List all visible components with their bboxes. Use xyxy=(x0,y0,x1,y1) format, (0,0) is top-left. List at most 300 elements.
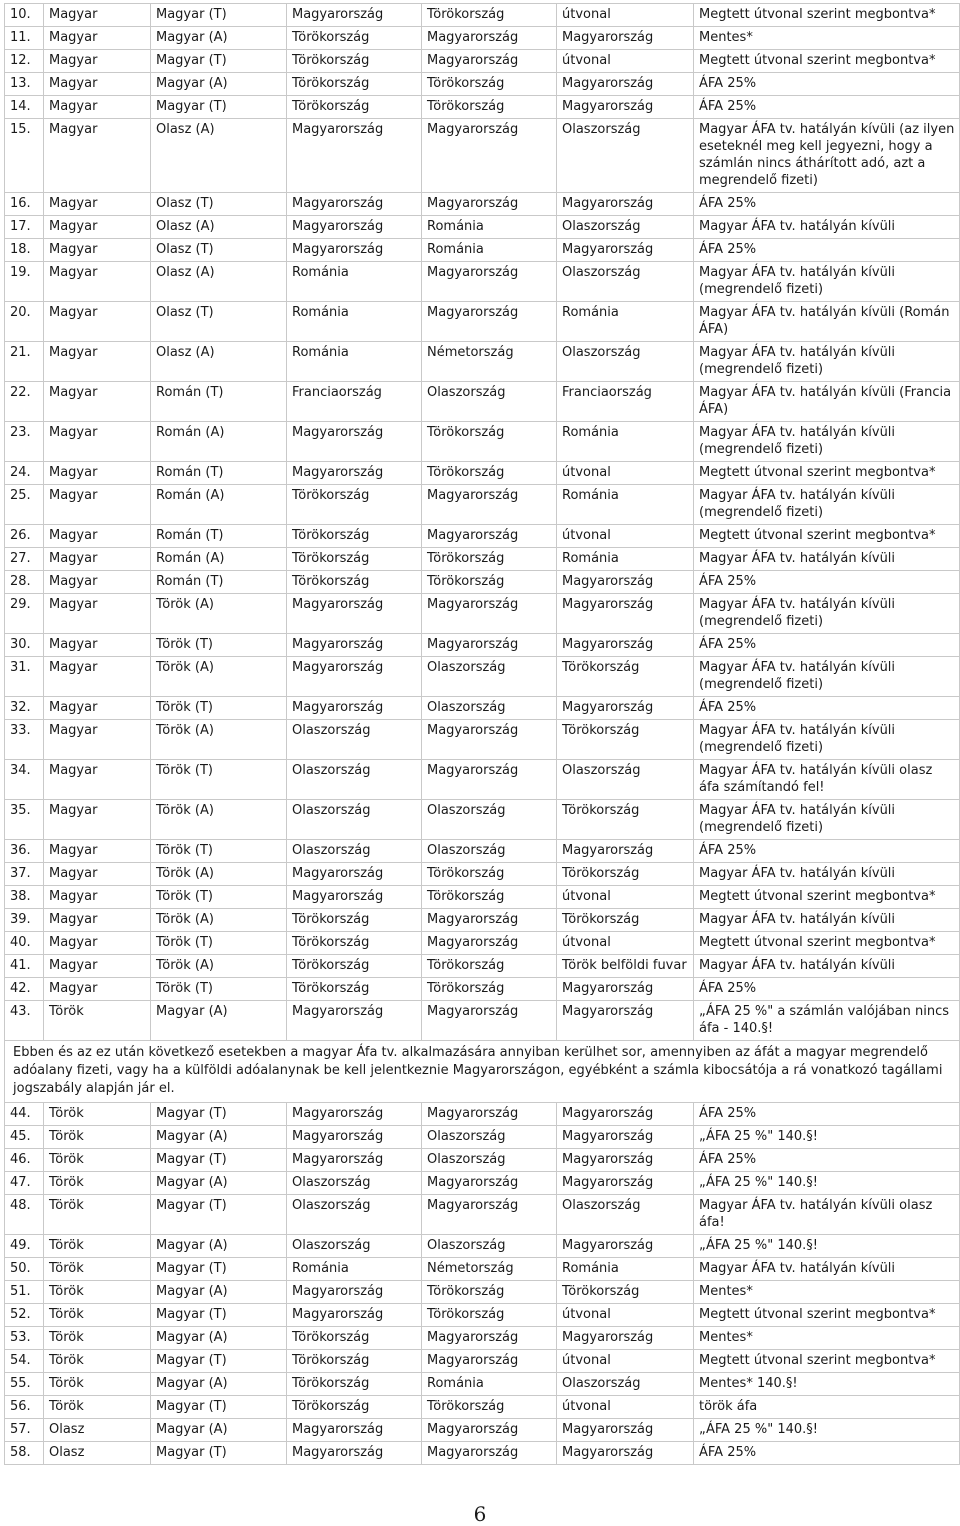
case-number: 22. xyxy=(5,382,44,422)
row-col-4: Olaszország xyxy=(287,1172,422,1195)
row-col-4: Olaszország xyxy=(287,760,422,800)
vat-treatment: Magyar ÁFA tv. hatályán kívüli xyxy=(694,955,960,978)
case-number: 17. xyxy=(5,216,44,239)
table-row xyxy=(5,720,960,760)
row-col-2: Török xyxy=(44,1373,151,1396)
table-row xyxy=(5,697,960,720)
table-row xyxy=(5,571,960,594)
row-col-6: Magyarország xyxy=(557,1235,694,1258)
row-col-4: Magyarország xyxy=(287,422,422,462)
case-number: 15. xyxy=(5,119,44,193)
vat-treatment: „ÁFA 25 %" 140.§! xyxy=(694,1235,960,1258)
row-col-4: Törökország xyxy=(287,73,422,96)
row-col-5: Magyarország xyxy=(422,193,557,216)
row-col-2: Magyar xyxy=(44,697,151,720)
table-row xyxy=(5,342,960,382)
row-col-6: útvonal xyxy=(557,1350,694,1373)
row-col-6: útvonal xyxy=(557,50,694,73)
row-col-4: Magyarország xyxy=(287,657,422,697)
row-col-5: Magyarország xyxy=(422,1350,557,1373)
case-number: 13. xyxy=(5,73,44,96)
table-body xyxy=(5,4,960,1465)
row-col-2: Magyar xyxy=(44,863,151,886)
row-col-6: Magyarország xyxy=(557,239,694,262)
table-row xyxy=(5,978,960,1001)
row-col-3: Olasz (A) xyxy=(151,342,287,382)
row-col-3: Török (A) xyxy=(151,863,287,886)
row-col-6: Olaszország xyxy=(557,342,694,382)
row-col-2: Magyar xyxy=(44,342,151,382)
row-col-2: Magyar xyxy=(44,96,151,119)
row-col-5: Magyarország xyxy=(422,594,557,634)
vat-treatment: Magyar ÁFA tv. hatályán kívüli xyxy=(694,909,960,932)
row-col-6: Törökország xyxy=(557,720,694,760)
row-col-5: Törökország xyxy=(422,978,557,1001)
table-row xyxy=(5,193,960,216)
case-number: 44. xyxy=(5,1103,44,1126)
row-col-3: Török (A) xyxy=(151,955,287,978)
row-col-2: Magyar xyxy=(44,594,151,634)
row-col-2: Magyar xyxy=(44,239,151,262)
row-col-4: Magyarország xyxy=(287,594,422,634)
row-col-5: Magyarország xyxy=(422,1103,557,1126)
row-col-2: Magyar xyxy=(44,886,151,909)
row-col-3: Magyar (T) xyxy=(151,1103,287,1126)
vat-treatment: Megtett útvonal szerint megbontva* xyxy=(694,886,960,909)
row-col-5: Magyarország xyxy=(422,525,557,548)
vat-treatment: Magyar ÁFA tv. hatályán kívüli (megrendelő fizeti) xyxy=(694,342,960,382)
row-col-3: Magyar (A) xyxy=(151,1373,287,1396)
row-col-5: Magyarország xyxy=(422,1195,557,1235)
case-number: 42. xyxy=(5,978,44,1001)
row-col-3: Román (A) xyxy=(151,548,287,571)
case-number: 10. xyxy=(5,4,44,27)
row-col-4: Olaszország xyxy=(287,840,422,863)
vat-treatment: Megtett útvonal szerint megbontva* xyxy=(694,1304,960,1327)
row-col-2: Magyar xyxy=(44,955,151,978)
row-col-3: Török (A) xyxy=(151,594,287,634)
row-col-5: Magyarország xyxy=(422,262,557,302)
row-col-3: Román (T) xyxy=(151,525,287,548)
row-col-4: Törökország xyxy=(287,485,422,525)
row-col-5: Románia xyxy=(422,216,557,239)
row-col-6: útvonal xyxy=(557,1304,694,1327)
row-col-3: Olasz (A) xyxy=(151,119,287,193)
row-col-5: Olaszország xyxy=(422,657,557,697)
row-col-2: Magyar xyxy=(44,216,151,239)
row-col-2: Magyar xyxy=(44,485,151,525)
row-col-3: Magyar (T) xyxy=(151,1195,287,1235)
case-number: 39. xyxy=(5,909,44,932)
row-col-3: Magyar (T) xyxy=(151,1149,287,1172)
row-col-3: Magyar (A) xyxy=(151,1126,287,1149)
vat-treatment: „ÁFA 25 %" a számlán valójában nincs áfa - 140.§! xyxy=(694,1001,960,1041)
vat-treatment: ÁFA 25% xyxy=(694,697,960,720)
row-col-6: Magyarország xyxy=(557,978,694,1001)
vat-treatment: Mentes* xyxy=(694,1281,960,1304)
row-col-3: Magyar (T) xyxy=(151,4,287,27)
row-col-4: Románia xyxy=(287,262,422,302)
row-col-3: Magyar (T) xyxy=(151,1442,287,1465)
note-text: Ebben és az ez után következő esetekben a magyar Áfa tv. alkalmazására annyiban kerülhet sor, amennyiben az áfát a magyar megrendelő adóalany fizeti, vagy ha a külföldi adóalanynak be kell jelentkeznie Magyarországon, egyébként a számla kibocsátója a rá vonatkozó tagállami jogszabály alapján jár el. xyxy=(5,1041,960,1103)
table-row xyxy=(5,73,960,96)
row-col-2: Magyar xyxy=(44,525,151,548)
row-col-5: Magyarország xyxy=(422,302,557,342)
table-row xyxy=(5,657,960,697)
vat-treatment: Megtett útvonal szerint megbontva* xyxy=(694,932,960,955)
row-col-4: Magyarország xyxy=(287,886,422,909)
row-col-5: Törökország xyxy=(422,548,557,571)
table-row xyxy=(5,1103,960,1126)
row-col-5: Törökország xyxy=(422,1281,557,1304)
row-col-6: Magyarország xyxy=(557,96,694,119)
row-col-3: Magyar (T) xyxy=(151,1350,287,1373)
row-col-4: Törökország xyxy=(287,955,422,978)
vat-treatment: ÁFA 25% xyxy=(694,634,960,657)
row-col-4: Románia xyxy=(287,1258,422,1281)
row-col-2: Török xyxy=(44,1350,151,1373)
row-col-5: Magyarország xyxy=(422,1001,557,1041)
case-number: 49. xyxy=(5,1235,44,1258)
table-row xyxy=(5,216,960,239)
row-col-4: Törökország xyxy=(287,50,422,73)
row-col-4: Törökország xyxy=(287,571,422,594)
vat-treatment: Magyar ÁFA tv. hatályán kívüli (megrendelő fizeti) xyxy=(694,422,960,462)
row-col-5: Törökország xyxy=(422,863,557,886)
table-row xyxy=(5,1281,960,1304)
row-col-4: Olaszország xyxy=(287,800,422,840)
table-row xyxy=(5,1126,960,1149)
table-row xyxy=(5,1195,960,1235)
row-col-6: Magyarország xyxy=(557,1419,694,1442)
case-number: 19. xyxy=(5,262,44,302)
row-col-6: Magyarország xyxy=(557,594,694,634)
row-col-2: Olasz xyxy=(44,1442,151,1465)
row-col-6: Magyarország xyxy=(557,1172,694,1195)
row-col-6: Magyarország xyxy=(557,571,694,594)
row-col-5: Törökország xyxy=(422,571,557,594)
vat-treatment: ÁFA 25% xyxy=(694,1442,960,1465)
row-col-3: Román (A) xyxy=(151,485,287,525)
row-col-2: Magyar xyxy=(44,720,151,760)
case-number: 16. xyxy=(5,193,44,216)
table-row xyxy=(5,955,960,978)
table-row xyxy=(5,548,960,571)
case-number: 30. xyxy=(5,634,44,657)
row-col-2: Magyar xyxy=(44,932,151,955)
page-number: 6 xyxy=(473,1502,487,1526)
row-col-2: Magyar xyxy=(44,800,151,840)
row-col-2: Magyar xyxy=(44,302,151,342)
row-col-3: Magyar (A) xyxy=(151,27,287,50)
row-col-5: Magyarország xyxy=(422,485,557,525)
row-col-6: Magyarország xyxy=(557,1001,694,1041)
row-col-3: Magyar (T) xyxy=(151,50,287,73)
row-col-6: Olaszország xyxy=(557,1373,694,1396)
row-col-2: Török xyxy=(44,1172,151,1195)
table-row xyxy=(5,909,960,932)
table-row xyxy=(5,4,960,27)
case-number: 34. xyxy=(5,760,44,800)
table-row xyxy=(5,800,960,840)
vat-treatment: ÁFA 25% xyxy=(694,73,960,96)
row-col-3: Török (T) xyxy=(151,978,287,1001)
row-col-5: Törökország xyxy=(422,462,557,485)
case-number: 18. xyxy=(5,239,44,262)
vat-treatment: Megtett útvonal szerint megbontva* xyxy=(694,50,960,73)
row-col-3: Olasz (T) xyxy=(151,193,287,216)
row-col-6: Magyarország xyxy=(557,1149,694,1172)
row-col-6: Török belföldi fuvar xyxy=(557,955,694,978)
vat-treatment: „ÁFA 25 %" 140.§! xyxy=(694,1419,960,1442)
row-col-5: Magyarország xyxy=(422,760,557,800)
row-col-4: Magyarország xyxy=(287,863,422,886)
row-col-3: Magyar (A) xyxy=(151,1001,287,1041)
row-col-4: Magyarország xyxy=(287,1149,422,1172)
vat-treatment: Magyar ÁFA tv. hatályán kívüli xyxy=(694,863,960,886)
case-number: 28. xyxy=(5,571,44,594)
row-col-5: Olaszország xyxy=(422,800,557,840)
table-row xyxy=(5,1396,960,1419)
row-col-2: Magyar xyxy=(44,657,151,697)
row-col-5: Magyarország xyxy=(422,1327,557,1350)
case-number: 35. xyxy=(5,800,44,840)
vat-treatment: török áfa xyxy=(694,1396,960,1419)
row-col-6: Románia xyxy=(557,548,694,571)
row-col-5: Törökország xyxy=(422,955,557,978)
row-col-2: Magyar xyxy=(44,909,151,932)
row-col-2: Magyar xyxy=(44,462,151,485)
row-col-6: Olaszország xyxy=(557,1195,694,1235)
row-col-5: Magyarország xyxy=(422,1172,557,1195)
row-col-4: Törökország xyxy=(287,909,422,932)
row-col-2: Török xyxy=(44,1258,151,1281)
row-col-6: Románia xyxy=(557,302,694,342)
row-col-4: Törökország xyxy=(287,1396,422,1419)
table-row xyxy=(5,1258,960,1281)
row-col-4: Törökország xyxy=(287,96,422,119)
row-col-5: Németország xyxy=(422,342,557,382)
vat-treatment: Magyar ÁFA tv. hatályán kívüli olasz áfa! xyxy=(694,1195,960,1235)
row-col-5: Magyarország xyxy=(422,720,557,760)
case-number: 37. xyxy=(5,863,44,886)
case-number: 46. xyxy=(5,1149,44,1172)
row-col-6: Magyarország xyxy=(557,634,694,657)
row-col-6: Törökország xyxy=(557,909,694,932)
row-col-6: útvonal xyxy=(557,886,694,909)
vat-treatment: Magyar ÁFA tv. hatályán kívüli (Francia ÁFA) xyxy=(694,382,960,422)
vat-treatment: ÁFA 25% xyxy=(694,96,960,119)
row-col-4: Románia xyxy=(287,342,422,382)
table-row xyxy=(5,422,960,462)
row-col-2: Magyar xyxy=(44,760,151,800)
row-col-2: Magyar xyxy=(44,548,151,571)
vat-treatment: Magyar ÁFA tv. hatályán kívüli (az ilyen eseteknél meg kell jegyezni, hogy a számlán nincs áthárított adó, azt a megrendelő fizeti) xyxy=(694,119,960,193)
vat-treatment: Magyar ÁFA tv. hatályán kívüli xyxy=(694,548,960,571)
row-col-5: Olaszország xyxy=(422,1126,557,1149)
row-col-5: Olaszország xyxy=(422,697,557,720)
row-col-6: Románia xyxy=(557,485,694,525)
row-col-2: Magyar xyxy=(44,262,151,302)
row-col-5: Magyarország xyxy=(422,50,557,73)
row-col-4: Magyarország xyxy=(287,1126,422,1149)
row-col-4: Olaszország xyxy=(287,720,422,760)
table-row xyxy=(5,840,960,863)
case-number: 51. xyxy=(5,1281,44,1304)
row-col-4: Magyarország xyxy=(287,462,422,485)
case-number: 24. xyxy=(5,462,44,485)
vat-treatment: „ÁFA 25 %" 140.§! xyxy=(694,1172,960,1195)
table-row xyxy=(5,1373,960,1396)
row-col-6: Franciaország xyxy=(557,382,694,422)
row-col-2: Török xyxy=(44,1126,151,1149)
row-col-4: Magyarország xyxy=(287,697,422,720)
row-col-2: Török xyxy=(44,1304,151,1327)
row-col-5: Románia xyxy=(422,239,557,262)
table-row xyxy=(5,1327,960,1350)
vat-treatment: ÁFA 25% xyxy=(694,1149,960,1172)
row-col-4: Törökország xyxy=(287,1373,422,1396)
table-row xyxy=(5,1172,960,1195)
vat-treatment: Mentes* xyxy=(694,27,960,50)
table-row xyxy=(5,485,960,525)
row-col-5: Magyarország xyxy=(422,1419,557,1442)
row-col-5: Magyarország xyxy=(422,932,557,955)
case-number: 57. xyxy=(5,1419,44,1442)
row-col-4: Magyarország xyxy=(287,634,422,657)
case-number: 43. xyxy=(5,1001,44,1041)
row-col-2: Magyar xyxy=(44,4,151,27)
case-number: 31. xyxy=(5,657,44,697)
case-number: 41. xyxy=(5,955,44,978)
vat-treatment: ÁFA 25% xyxy=(694,193,960,216)
row-col-3: Török (A) xyxy=(151,720,287,760)
row-col-6: Románia xyxy=(557,422,694,462)
vat-treatment: Megtett útvonal szerint megbontva* xyxy=(694,462,960,485)
vat-treatment: Magyar ÁFA tv. hatályán kívüli (megrendelő fizeti) xyxy=(694,594,960,634)
row-col-3: Magyar (A) xyxy=(151,1235,287,1258)
row-col-3: Román (A) xyxy=(151,422,287,462)
row-col-4: Románia xyxy=(287,302,422,342)
row-col-3: Török (T) xyxy=(151,760,287,800)
case-number: 38. xyxy=(5,886,44,909)
row-col-5: Magyarország xyxy=(422,119,557,193)
row-col-3: Olasz (A) xyxy=(151,216,287,239)
row-col-3: Magyar (A) xyxy=(151,1172,287,1195)
row-col-3: Török (T) xyxy=(151,932,287,955)
row-col-2: Magyar xyxy=(44,978,151,1001)
table-row xyxy=(5,1001,960,1041)
vat-treatment: Magyar ÁFA tv. hatályán kívüli (megrendelő fizeti) xyxy=(694,485,960,525)
row-col-2: Török xyxy=(44,1235,151,1258)
case-number: 23. xyxy=(5,422,44,462)
case-number: 54. xyxy=(5,1350,44,1373)
row-col-3: Török (A) xyxy=(151,657,287,697)
row-col-2: Török xyxy=(44,1001,151,1041)
case-number: 14. xyxy=(5,96,44,119)
table-row xyxy=(5,1419,960,1442)
row-col-6: Törökország xyxy=(557,863,694,886)
vat-treatment: „ÁFA 25 %" 140.§! xyxy=(694,1126,960,1149)
row-col-3: Olasz (A) xyxy=(151,262,287,302)
row-col-2: Török xyxy=(44,1103,151,1126)
row-col-6: útvonal xyxy=(557,462,694,485)
row-col-4: Olaszország xyxy=(287,1195,422,1235)
row-col-2: Magyar xyxy=(44,571,151,594)
row-col-6: Magyarország xyxy=(557,697,694,720)
row-col-6: Törökország xyxy=(557,800,694,840)
table-row xyxy=(5,594,960,634)
vat-treatment: Magyar ÁFA tv. hatályán kívüli (megrendelő fizeti) xyxy=(694,720,960,760)
row-col-5: Magyarország xyxy=(422,27,557,50)
row-col-4: Magyarország xyxy=(287,1281,422,1304)
case-number: 52. xyxy=(5,1304,44,1327)
row-col-4: Franciaország xyxy=(287,382,422,422)
table-row xyxy=(5,1149,960,1172)
row-col-2: Magyar xyxy=(44,119,151,193)
row-col-3: Magyar (A) xyxy=(151,1419,287,1442)
row-col-2: Török xyxy=(44,1195,151,1235)
row-col-4: Magyarország xyxy=(287,1304,422,1327)
case-number: 53. xyxy=(5,1327,44,1350)
table-row xyxy=(5,863,960,886)
row-col-4: Törökország xyxy=(287,1327,422,1350)
row-col-6: útvonal xyxy=(557,932,694,955)
row-col-4: Törökország xyxy=(287,27,422,50)
case-number: 40. xyxy=(5,932,44,955)
table-row xyxy=(5,50,960,73)
row-col-5: Olaszország xyxy=(422,1149,557,1172)
row-col-2: Magyar xyxy=(44,840,151,863)
table-row xyxy=(5,239,960,262)
row-col-4: Törökország xyxy=(287,548,422,571)
case-number: 32. xyxy=(5,697,44,720)
row-col-6: útvonal xyxy=(557,525,694,548)
row-col-2: Török xyxy=(44,1281,151,1304)
row-col-3: Olasz (T) xyxy=(151,239,287,262)
vat-treatment: Magyar ÁFA tv. hatályán kívüli xyxy=(694,1258,960,1281)
vat-treatment: Megtett útvonal szerint megbontva* xyxy=(694,4,960,27)
row-col-5: Olaszország xyxy=(422,840,557,863)
row-col-2: Magyar xyxy=(44,73,151,96)
row-col-5: Törökország xyxy=(422,73,557,96)
table-row xyxy=(5,886,960,909)
row-col-4: Olaszország xyxy=(287,1235,422,1258)
case-number: 21. xyxy=(5,342,44,382)
row-col-3: Magyar (A) xyxy=(151,1327,287,1350)
vat-treatment: Megtett útvonal szerint megbontva* xyxy=(694,525,960,548)
vat-treatment: Megtett útvonal szerint megbontva* xyxy=(694,1350,960,1373)
vat-treatment: ÁFA 25% xyxy=(694,978,960,1001)
case-number: 11. xyxy=(5,27,44,50)
row-col-2: Magyar xyxy=(44,193,151,216)
vat-treatment: Magyar ÁFA tv. hatályán kívüli (megrendelő fizeti) xyxy=(694,657,960,697)
row-col-3: Magyar (T) xyxy=(151,96,287,119)
row-col-5: Törökország xyxy=(422,4,557,27)
vat-treatment: Magyar ÁFA tv. hatályán kívüli xyxy=(694,216,960,239)
row-col-5: Törökország xyxy=(422,422,557,462)
row-col-5: Törökország xyxy=(422,886,557,909)
row-col-2: Magyar xyxy=(44,382,151,422)
row-col-4: Törökország xyxy=(287,932,422,955)
row-col-2: Magyar xyxy=(44,422,151,462)
row-col-3: Magyar (T) xyxy=(151,1258,287,1281)
row-col-4: Törökország xyxy=(287,1350,422,1373)
row-col-6: útvonal xyxy=(557,1396,694,1419)
row-col-4: Magyarország xyxy=(287,119,422,193)
row-col-2: Török xyxy=(44,1149,151,1172)
row-col-6: Olaszország xyxy=(557,119,694,193)
